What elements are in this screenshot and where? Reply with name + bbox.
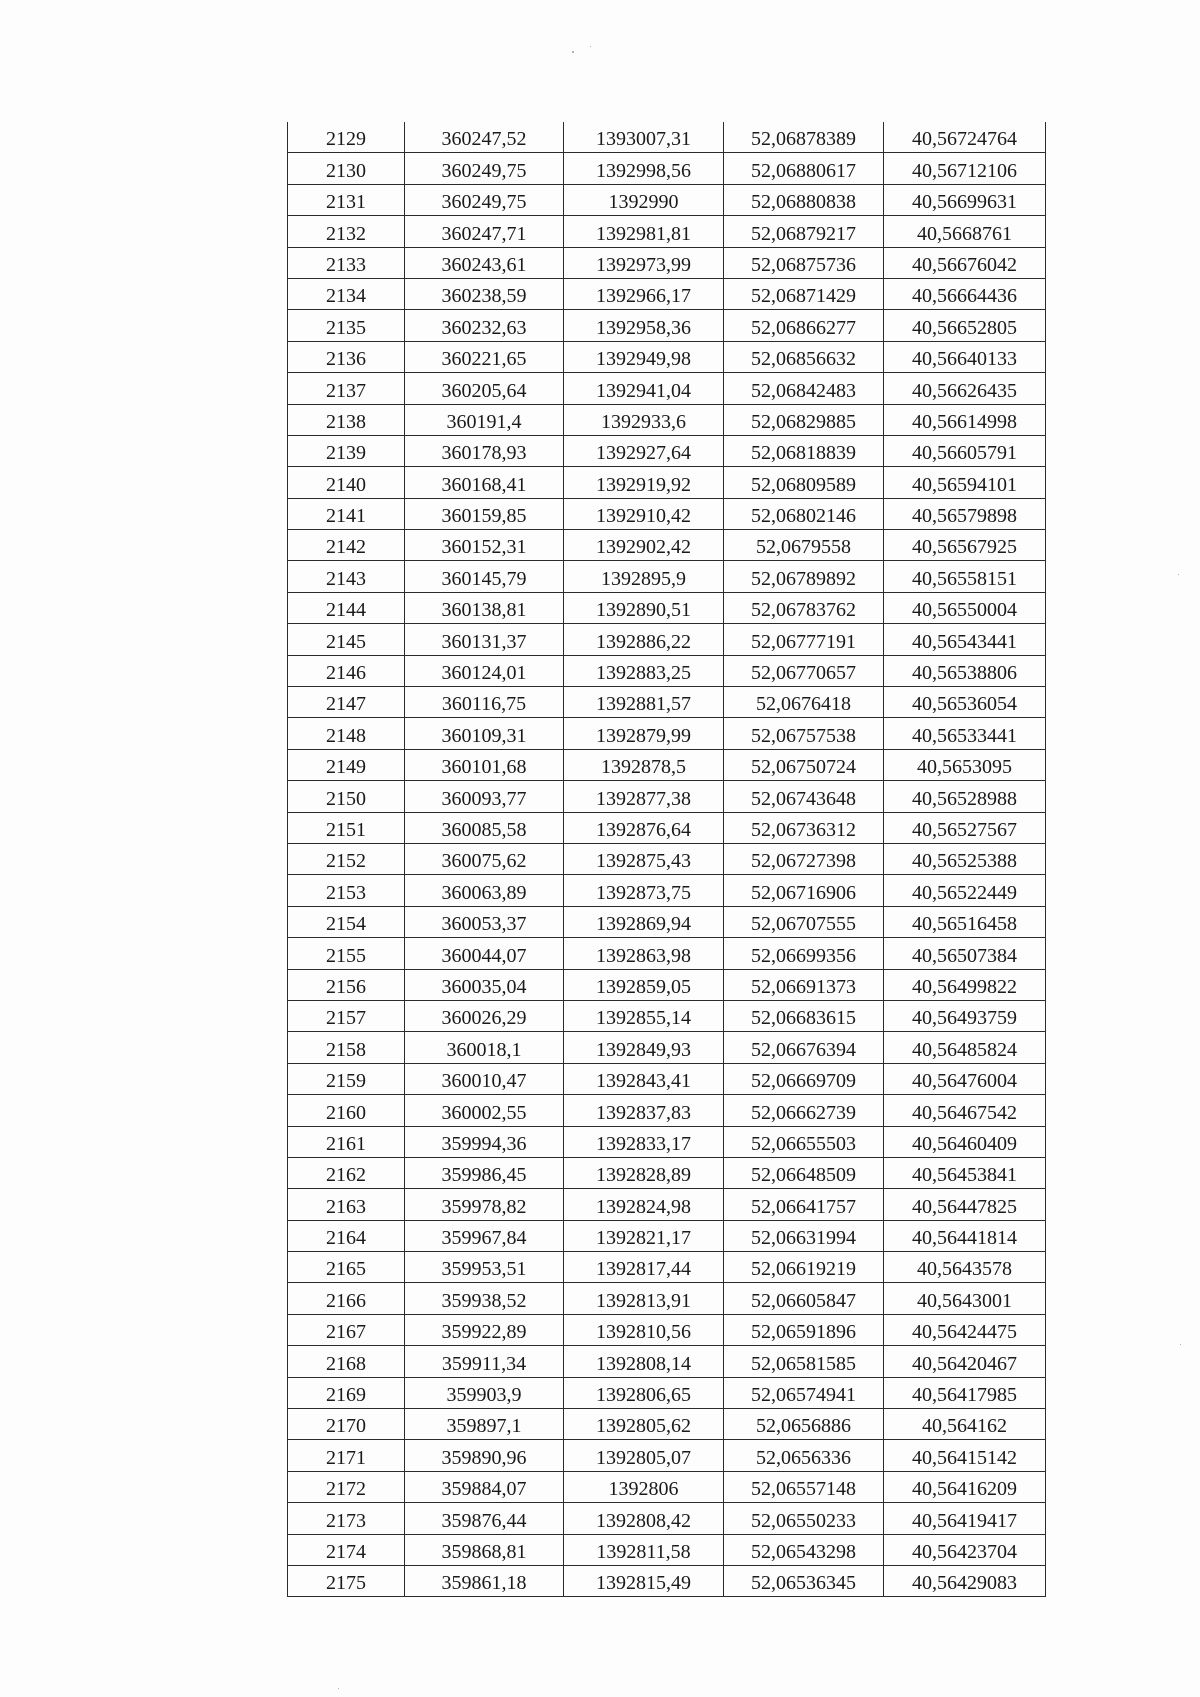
scan-speck [1180, 1344, 1181, 1345]
point-number-cell: 2165 [288, 1252, 405, 1283]
table-row [288, 655, 1046, 686]
x-coordinate-cell: 360238,59 [405, 278, 564, 309]
y-coordinate-cell: 1392806,65 [564, 1377, 724, 1408]
table-row [288, 969, 1046, 1000]
table-row [288, 1032, 1046, 1063]
point-number-cell: 2161 [288, 1126, 405, 1157]
x-coordinate-cell: 360002,55 [405, 1095, 564, 1126]
latitude-cell: 52,06777191 [724, 624, 884, 655]
point-number-cell: 2156 [288, 969, 405, 1000]
x-coordinate-cell: 359903,9 [405, 1377, 564, 1408]
table-row [288, 687, 1046, 718]
latitude-cell: 52,0679558 [724, 530, 884, 561]
table-row [288, 122, 1046, 153]
x-coordinate-cell: 360131,37 [405, 624, 564, 655]
y-coordinate-cell: 1392902,42 [564, 530, 724, 561]
table-row [288, 1565, 1046, 1596]
point-number-cell: 2157 [288, 1000, 405, 1031]
latitude-cell: 52,06770657 [724, 655, 884, 686]
y-coordinate-cell: 1392875,43 [564, 843, 724, 874]
y-coordinate-cell: 1392843,41 [564, 1063, 724, 1094]
x-coordinate-cell: 360152,31 [405, 530, 564, 561]
point-number-cell: 2143 [288, 561, 405, 592]
y-coordinate-cell: 1392990 [564, 184, 724, 215]
table-row [288, 1220, 1046, 1251]
longitude-cell: 40,56429083 [884, 1565, 1046, 1596]
latitude-cell: 52,06879217 [724, 216, 884, 247]
y-coordinate-cell: 1392869,94 [564, 906, 724, 937]
latitude-cell: 52,06818839 [724, 435, 884, 466]
latitude-cell: 52,0656886 [724, 1409, 884, 1440]
table-row [288, 624, 1046, 655]
table-row [288, 812, 1046, 843]
latitude-cell: 52,06802146 [724, 498, 884, 529]
y-coordinate-cell: 1392859,05 [564, 969, 724, 1000]
longitude-cell: 40,56605791 [884, 435, 1046, 466]
table-row [288, 404, 1046, 435]
latitude-cell: 52,06557148 [724, 1471, 884, 1502]
longitude-cell: 40,56423704 [884, 1534, 1046, 1565]
x-coordinate-cell: 360124,01 [405, 655, 564, 686]
point-number-cell: 2140 [288, 467, 405, 498]
longitude-cell: 40,56419417 [884, 1503, 1046, 1534]
table-row [288, 1063, 1046, 1094]
y-coordinate-cell: 1392883,25 [564, 655, 724, 686]
point-number-cell: 2136 [288, 341, 405, 372]
latitude-cell: 52,06880617 [724, 153, 884, 184]
longitude-cell: 40,56493759 [884, 1000, 1046, 1031]
x-coordinate-cell: 359978,82 [405, 1189, 564, 1220]
y-coordinate-cell: 1392919,92 [564, 467, 724, 498]
y-coordinate-cell: 1392981,81 [564, 216, 724, 247]
y-coordinate-cell: 1392849,93 [564, 1032, 724, 1063]
point-number-cell: 2173 [288, 1503, 405, 1534]
table-row [288, 1346, 1046, 1377]
table-row [288, 1409, 1046, 1440]
latitude-cell: 52,06878389 [724, 122, 884, 153]
x-coordinate-cell: 359884,07 [405, 1471, 564, 1502]
x-coordinate-cell: 360145,79 [405, 561, 564, 592]
y-coordinate-cell: 1392833,17 [564, 1126, 724, 1157]
x-coordinate-cell: 360010,47 [405, 1063, 564, 1094]
point-number-cell: 2167 [288, 1314, 405, 1345]
point-number-cell: 2168 [288, 1346, 405, 1377]
x-coordinate-cell: 360249,75 [405, 184, 564, 215]
longitude-cell: 40,56415142 [884, 1440, 1046, 1471]
latitude-cell: 52,06809589 [724, 467, 884, 498]
longitude-cell: 40,56507384 [884, 938, 1046, 969]
table-row [288, 843, 1046, 874]
latitude-cell: 52,06875736 [724, 247, 884, 278]
x-coordinate-cell: 360116,75 [405, 687, 564, 718]
table-row [288, 1471, 1046, 1502]
x-coordinate-cell: 360247,71 [405, 216, 564, 247]
coordinate-table [287, 122, 1046, 1597]
x-coordinate-cell: 360053,37 [405, 906, 564, 937]
point-number-cell: 2147 [288, 687, 405, 718]
point-number-cell: 2144 [288, 592, 405, 623]
latitude-cell: 52,06783762 [724, 592, 884, 623]
y-coordinate-cell: 1393007,31 [564, 122, 724, 153]
table-row [288, 561, 1046, 592]
longitude-cell: 40,56527567 [884, 812, 1046, 843]
y-coordinate-cell: 1392828,89 [564, 1157, 724, 1188]
x-coordinate-cell: 359967,84 [405, 1220, 564, 1251]
point-number-cell: 2154 [288, 906, 405, 937]
longitude-cell: 40,56567925 [884, 530, 1046, 561]
x-coordinate-cell: 359861,18 [405, 1565, 564, 1596]
x-coordinate-cell: 360249,75 [405, 153, 564, 184]
longitude-cell: 40,56640133 [884, 341, 1046, 372]
point-number-cell: 2175 [288, 1565, 405, 1596]
y-coordinate-cell: 1392806 [564, 1471, 724, 1502]
latitude-cell: 52,06543298 [724, 1534, 884, 1565]
x-coordinate-cell: 359986,45 [405, 1157, 564, 1188]
point-number-cell: 2146 [288, 655, 405, 686]
scan-speck [572, 51, 574, 53]
x-coordinate-cell: 359911,34 [405, 1346, 564, 1377]
y-coordinate-cell: 1392933,6 [564, 404, 724, 435]
x-coordinate-cell: 360085,58 [405, 812, 564, 843]
x-coordinate-cell: 360018,1 [405, 1032, 564, 1063]
y-coordinate-cell: 1392927,64 [564, 435, 724, 466]
longitude-cell: 40,56525388 [884, 843, 1046, 874]
longitude-cell: 40,56485824 [884, 1032, 1046, 1063]
table-row [288, 1534, 1046, 1565]
longitude-cell: 40,56476004 [884, 1063, 1046, 1094]
longitude-cell: 40,564162 [884, 1409, 1046, 1440]
x-coordinate-cell: 359868,81 [405, 1534, 564, 1565]
point-number-cell: 2155 [288, 938, 405, 969]
longitude-cell: 40,56543441 [884, 624, 1046, 655]
y-coordinate-cell: 1392817,44 [564, 1252, 724, 1283]
point-number-cell: 2137 [288, 373, 405, 404]
point-number-cell: 2174 [288, 1534, 405, 1565]
latitude-cell: 52,06743648 [724, 781, 884, 812]
y-coordinate-cell: 1392895,9 [564, 561, 724, 592]
table-row [288, 1126, 1046, 1157]
point-number-cell: 2163 [288, 1189, 405, 1220]
y-coordinate-cell: 1392998,56 [564, 153, 724, 184]
table-row [288, 153, 1046, 184]
y-coordinate-cell: 1392876,64 [564, 812, 724, 843]
y-coordinate-cell: 1392941,04 [564, 373, 724, 404]
table-row [288, 341, 1046, 372]
longitude-cell: 40,56614998 [884, 404, 1046, 435]
latitude-cell: 52,06856632 [724, 341, 884, 372]
x-coordinate-cell: 360063,89 [405, 875, 564, 906]
point-number-cell: 2134 [288, 278, 405, 309]
point-number-cell: 2153 [288, 875, 405, 906]
y-coordinate-cell: 1392863,98 [564, 938, 724, 969]
longitude-cell: 40,56467542 [884, 1095, 1046, 1126]
y-coordinate-cell: 1392810,56 [564, 1314, 724, 1345]
x-coordinate-cell: 360101,68 [405, 749, 564, 780]
point-number-cell: 2148 [288, 718, 405, 749]
table-row [288, 435, 1046, 466]
table-row [288, 373, 1046, 404]
longitude-cell: 40,56536054 [884, 687, 1046, 718]
x-coordinate-cell: 359922,89 [405, 1314, 564, 1345]
table-row [288, 592, 1046, 623]
table-row [288, 749, 1046, 780]
latitude-cell: 52,06619219 [724, 1252, 884, 1283]
longitude-cell: 40,56712106 [884, 153, 1046, 184]
longitude-cell: 40,56499822 [884, 969, 1046, 1000]
x-coordinate-cell: 360205,64 [405, 373, 564, 404]
longitude-cell: 40,5653095 [884, 749, 1046, 780]
longitude-cell: 40,56550004 [884, 592, 1046, 623]
y-coordinate-cell: 1392881,57 [564, 687, 724, 718]
table-row [288, 310, 1046, 341]
latitude-cell: 52,0656336 [724, 1440, 884, 1471]
longitude-cell: 40,56538806 [884, 655, 1046, 686]
longitude-cell: 40,56522449 [884, 875, 1046, 906]
longitude-cell: 40,56424475 [884, 1314, 1046, 1345]
x-coordinate-cell: 360035,04 [405, 969, 564, 1000]
point-number-cell: 2164 [288, 1220, 405, 1251]
y-coordinate-cell: 1392808,14 [564, 1346, 724, 1377]
point-number-cell: 2139 [288, 435, 405, 466]
y-coordinate-cell: 1392886,22 [564, 624, 724, 655]
latitude-cell: 52,06842483 [724, 373, 884, 404]
longitude-cell: 40,5668761 [884, 216, 1046, 247]
table-row [288, 1440, 1046, 1471]
y-coordinate-cell: 1392878,5 [564, 749, 724, 780]
x-coordinate-cell: 359953,51 [405, 1252, 564, 1283]
table-row [288, 875, 1046, 906]
x-coordinate-cell: 360243,61 [405, 247, 564, 278]
y-coordinate-cell: 1392877,38 [564, 781, 724, 812]
y-coordinate-cell: 1392837,83 [564, 1095, 724, 1126]
x-coordinate-cell: 360044,07 [405, 938, 564, 969]
y-coordinate-cell: 1392973,99 [564, 247, 724, 278]
table-row [288, 1314, 1046, 1345]
longitude-cell: 40,56699631 [884, 184, 1046, 215]
x-coordinate-cell: 360109,31 [405, 718, 564, 749]
y-coordinate-cell: 1392805,07 [564, 1440, 724, 1471]
y-coordinate-cell: 1392890,51 [564, 592, 724, 623]
point-number-cell: 2141 [288, 498, 405, 529]
latitude-cell: 52,06716906 [724, 875, 884, 906]
longitude-cell: 40,56664436 [884, 278, 1046, 309]
point-number-cell: 2135 [288, 310, 405, 341]
y-coordinate-cell: 1392910,42 [564, 498, 724, 529]
longitude-cell: 40,56652805 [884, 310, 1046, 341]
latitude-cell: 52,06648509 [724, 1157, 884, 1188]
latitude-cell: 52,06591896 [724, 1314, 884, 1345]
table-row [288, 1095, 1046, 1126]
y-coordinate-cell: 1392949,98 [564, 341, 724, 372]
table-row [288, 1377, 1046, 1408]
y-coordinate-cell: 1392879,99 [564, 718, 724, 749]
latitude-cell: 52,06631994 [724, 1220, 884, 1251]
table-row [288, 1503, 1046, 1534]
table-row [288, 278, 1046, 309]
table-row [288, 1189, 1046, 1220]
table-row [288, 1157, 1046, 1188]
latitude-cell: 52,06866277 [724, 310, 884, 341]
y-coordinate-cell: 1392815,49 [564, 1565, 724, 1596]
latitude-cell: 52,06550233 [724, 1503, 884, 1534]
x-coordinate-cell: 360221,65 [405, 341, 564, 372]
y-coordinate-cell: 1392824,98 [564, 1189, 724, 1220]
point-number-cell: 2160 [288, 1095, 405, 1126]
longitude-cell: 40,56447825 [884, 1189, 1046, 1220]
longitude-cell: 40,56626435 [884, 373, 1046, 404]
point-number-cell: 2129 [288, 122, 405, 153]
latitude-cell: 52,06789892 [724, 561, 884, 592]
y-coordinate-cell: 1392811,58 [564, 1534, 724, 1565]
y-coordinate-cell: 1392873,75 [564, 875, 724, 906]
point-number-cell: 2152 [288, 843, 405, 874]
x-coordinate-cell: 359938,52 [405, 1283, 564, 1314]
point-number-cell: 2159 [288, 1063, 405, 1094]
y-coordinate-cell: 1392958,36 [564, 310, 724, 341]
longitude-cell: 40,56417985 [884, 1377, 1046, 1408]
table-row [288, 216, 1046, 247]
scan-speck [338, 1688, 339, 1689]
longitude-cell: 40,56416209 [884, 1471, 1046, 1502]
longitude-cell: 40,56676042 [884, 247, 1046, 278]
latitude-cell: 52,06691373 [724, 969, 884, 1000]
latitude-cell: 52,06880838 [724, 184, 884, 215]
x-coordinate-cell: 360168,41 [405, 467, 564, 498]
latitude-cell: 52,06683615 [724, 1000, 884, 1031]
point-number-cell: 2131 [288, 184, 405, 215]
table-row [288, 530, 1046, 561]
point-number-cell: 2149 [288, 749, 405, 780]
point-number-cell: 2170 [288, 1409, 405, 1440]
latitude-cell: 52,06736312 [724, 812, 884, 843]
x-coordinate-cell: 360026,29 [405, 1000, 564, 1031]
x-coordinate-cell: 359890,96 [405, 1440, 564, 1471]
latitude-cell: 52,06699356 [724, 938, 884, 969]
longitude-cell: 40,56453841 [884, 1157, 1046, 1188]
point-number-cell: 2130 [288, 153, 405, 184]
longitude-cell: 40,56460409 [884, 1126, 1046, 1157]
latitude-cell: 52,06707555 [724, 906, 884, 937]
longitude-cell: 40,56441814 [884, 1220, 1046, 1251]
y-coordinate-cell: 1392813,91 [564, 1283, 724, 1314]
x-coordinate-cell: 359897,1 [405, 1409, 564, 1440]
scan-speck [590, 46, 591, 47]
latitude-cell: 52,06757538 [724, 718, 884, 749]
x-coordinate-cell: 360159,85 [405, 498, 564, 529]
table-row [288, 247, 1046, 278]
point-number-cell: 2142 [288, 530, 405, 561]
x-coordinate-cell: 360232,63 [405, 310, 564, 341]
longitude-cell: 40,56533441 [884, 718, 1046, 749]
latitude-cell: 52,06676394 [724, 1032, 884, 1063]
point-number-cell: 2145 [288, 624, 405, 655]
x-coordinate-cell: 360138,81 [405, 592, 564, 623]
point-number-cell: 2158 [288, 1032, 405, 1063]
latitude-cell: 52,06662739 [724, 1095, 884, 1126]
longitude-cell: 40,5643001 [884, 1283, 1046, 1314]
table-row [288, 467, 1046, 498]
table-row [288, 906, 1046, 937]
latitude-cell: 52,06727398 [724, 843, 884, 874]
x-coordinate-cell: 360093,77 [405, 781, 564, 812]
x-coordinate-cell: 360191,4 [405, 404, 564, 435]
point-number-cell: 2133 [288, 247, 405, 278]
latitude-cell: 52,06605847 [724, 1283, 884, 1314]
point-number-cell: 2138 [288, 404, 405, 435]
latitude-cell: 52,06750724 [724, 749, 884, 780]
point-number-cell: 2169 [288, 1377, 405, 1408]
table-row [288, 938, 1046, 969]
point-number-cell: 2172 [288, 1471, 405, 1502]
y-coordinate-cell: 1392855,14 [564, 1000, 724, 1031]
latitude-cell: 52,06536345 [724, 1565, 884, 1596]
longitude-cell: 40,56516458 [884, 906, 1046, 937]
table-row [288, 718, 1046, 749]
point-number-cell: 2132 [288, 216, 405, 247]
latitude-cell: 52,06871429 [724, 278, 884, 309]
table-row [288, 498, 1046, 529]
latitude-cell: 52,06655503 [724, 1126, 884, 1157]
x-coordinate-cell: 359876,44 [405, 1503, 564, 1534]
longitude-cell: 40,56558151 [884, 561, 1046, 592]
table-row [288, 781, 1046, 812]
table-row [288, 1000, 1046, 1031]
latitude-cell: 52,0676418 [724, 687, 884, 718]
coordinate-table-body [288, 122, 1046, 1597]
table-row [288, 1283, 1046, 1314]
point-number-cell: 2171 [288, 1440, 405, 1471]
table-row [288, 1252, 1046, 1283]
latitude-cell: 52,06581585 [724, 1346, 884, 1377]
point-number-cell: 2150 [288, 781, 405, 812]
latitude-cell: 52,06669709 [724, 1063, 884, 1094]
point-number-cell: 2151 [288, 812, 405, 843]
scan-speck [1178, 574, 1179, 575]
latitude-cell: 52,06574941 [724, 1377, 884, 1408]
latitude-cell: 52,06829885 [724, 404, 884, 435]
x-coordinate-cell: 360178,93 [405, 435, 564, 466]
longitude-cell: 40,5643578 [884, 1252, 1046, 1283]
longitude-cell: 40,56528988 [884, 781, 1046, 812]
latitude-cell: 52,06641757 [724, 1189, 884, 1220]
x-coordinate-cell: 360247,52 [405, 122, 564, 153]
longitude-cell: 40,56420467 [884, 1346, 1046, 1377]
y-coordinate-cell: 1392821,17 [564, 1220, 724, 1251]
point-number-cell: 2162 [288, 1157, 405, 1188]
longitude-cell: 40,56579898 [884, 498, 1046, 529]
longitude-cell: 40,56724764 [884, 122, 1046, 153]
y-coordinate-cell: 1392808,42 [564, 1503, 724, 1534]
table-row [288, 184, 1046, 215]
point-number-cell: 2166 [288, 1283, 405, 1314]
y-coordinate-cell: 1392966,17 [564, 278, 724, 309]
x-coordinate-cell: 360075,62 [405, 843, 564, 874]
x-coordinate-cell: 359994,36 [405, 1126, 564, 1157]
y-coordinate-cell: 1392805,62 [564, 1409, 724, 1440]
longitude-cell: 40,56594101 [884, 467, 1046, 498]
